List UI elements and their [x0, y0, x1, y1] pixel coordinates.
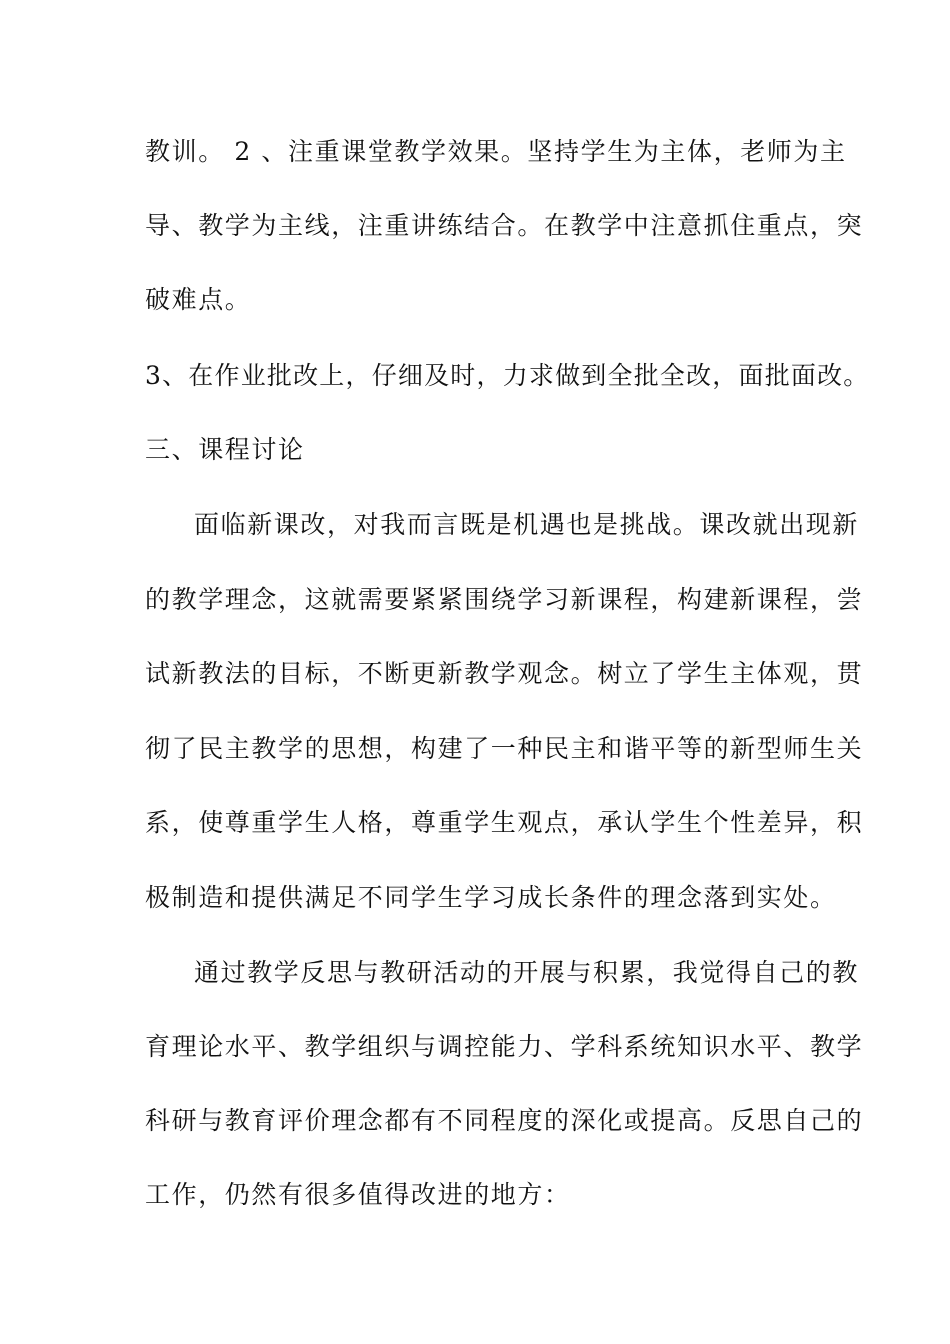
text-line-7: 的教学理念，这就需要紧紧围绕学习新课程，构建新课程，尝 — [145, 585, 864, 614]
section-heading: 三、课程讨论 — [145, 435, 305, 464]
text-line-3: 破难点。 — [145, 285, 252, 314]
text-line-15: 工作，仍然有很多值得改进的地方： — [145, 1180, 571, 1209]
text-line-12: 通过教学反思与教研活动的开展与积累，我觉得自己的教 — [194, 958, 860, 987]
text-line-6: 面临新课改，对我而言既是机遇也是挑战。课改就出现新 — [194, 510, 860, 539]
text-line-9: 彻了民主教学的思想，构建了一种民主和谐平等的新型师生关 — [145, 734, 864, 763]
text-line-4: 3、在作业批改上，仔细及时，力求做到全批全改，面批面改。 — [145, 361, 870, 390]
text-line-8: 试新教法的目标，不断更新教学观念。树立了学生主体观，贯 — [145, 659, 864, 688]
text-line-1: 教训。 2 、注重课堂教学效果。坚持学生为主体，老师为主 — [145, 137, 847, 166]
text-line-14: 科研与教育评价理念都有不同程度的深化或提高。反思自己的 — [145, 1106, 864, 1135]
text-line-10: 系，使尊重学生人格，尊重学生观点，承认学生个性差异，积 — [145, 808, 864, 837]
text-line-2: 导、教学为主线，注重讲练结合。在教学中注意抓住重点，突 — [145, 211, 864, 240]
text-line-13: 育理论水平、教学组织与调控能力、学科系统知识水平、教学 — [145, 1032, 864, 1061]
text-line-11: 极制造和提供满足不同学生学习成长条件的理念落到实处。 — [145, 883, 837, 912]
